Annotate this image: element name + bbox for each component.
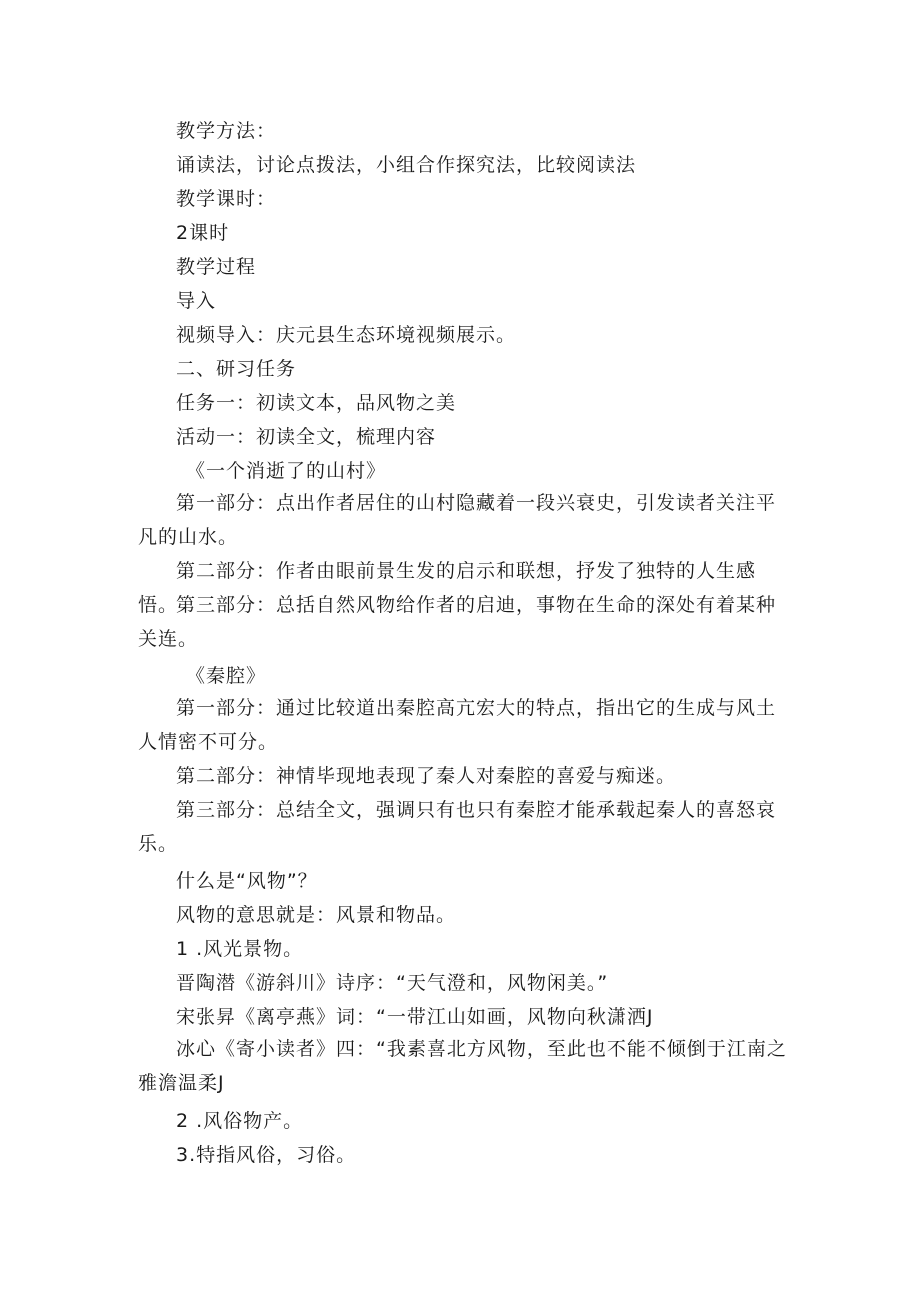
paragraph-qinqiang-part-two: 第二部分：神情毕现地表现了秦人对秦腔的喜爱与痴迷。 <box>176 765 677 787</box>
heading-class-hours: 教学课时： <box>176 188 277 210</box>
heading-teaching-process: 教学过程 <box>176 256 257 278</box>
essay-title-mountain-village: 《一个消逝了的山村》 <box>186 460 387 482</box>
activity-one: 活动一：初读全文，梳理内容 <box>176 426 437 448</box>
paragraph-part-one: 第一部分：点出作者居住的山村隐藏着一段兴衰史，引发读者关注平凡的山水。 <box>138 492 777 548</box>
quote-bing-xin: 冰心《寄小读者》四：“我素喜北方风物，至此也不能不倾倒于江南之雅澹温柔J <box>138 1038 787 1094</box>
teaching-method-text: 诵读法，讨论点拨法，小组合作探究法，比较阅读法 <box>176 154 637 176</box>
fengwu-meaning: 风物的意思就是：风景和物品。 <box>176 904 457 926</box>
list-item-2: 2 .风俗物产。 <box>176 1110 304 1132</box>
paragraph-part-three: 第三部分：总括自然风物给作者的启迪，事物在生命的深处有着某种关连。 <box>138 594 777 650</box>
heading-teaching-method: 教学方法： <box>176 120 277 142</box>
essay-title-qinqiang: 《秦腔》 <box>186 665 267 687</box>
class-hours-text: 2课时 <box>176 222 230 244</box>
task-one: 任务一：初读文本，品风物之美 <box>176 392 457 414</box>
paragraph-part-two: 第二部分：作者由眼前景生发的启示和联想，抒发了独特的人生感悟。 <box>138 560 757 616</box>
heading-introduction: 导入 <box>176 290 217 312</box>
list-item-1: 1 .风光景物。 <box>176 938 304 960</box>
introduction-text: 视频导入：庆元县生态环境视频展示。 <box>176 324 517 346</box>
list-item-3: 3.特指风俗，习俗。 <box>176 1144 357 1166</box>
quote-tao-qian: 晋陶潜《游斜川》诗序：“天气澄和，风物闲美。” <box>176 972 609 994</box>
paragraph-qinqiang-part-one: 第一部分：通过比较道出秦腔高亢宏大的特点，指出它的生成与风土人情密不可分。 <box>138 697 777 753</box>
question-what-is-fengwu: 什么是“风物”？ <box>176 870 318 892</box>
heading-study-task: 二、研习任务 <box>176 358 297 380</box>
quote-zhang-sheng: 宋张昇《离亭燕》词：“一带江山如画，风物向秋潇洒J <box>176 1006 654 1028</box>
paragraph-qinqiang-part-three: 第三部分：总结全文，强调只有也只有秦腔才能承载起秦人的喜怒哀乐。 <box>138 799 777 855</box>
